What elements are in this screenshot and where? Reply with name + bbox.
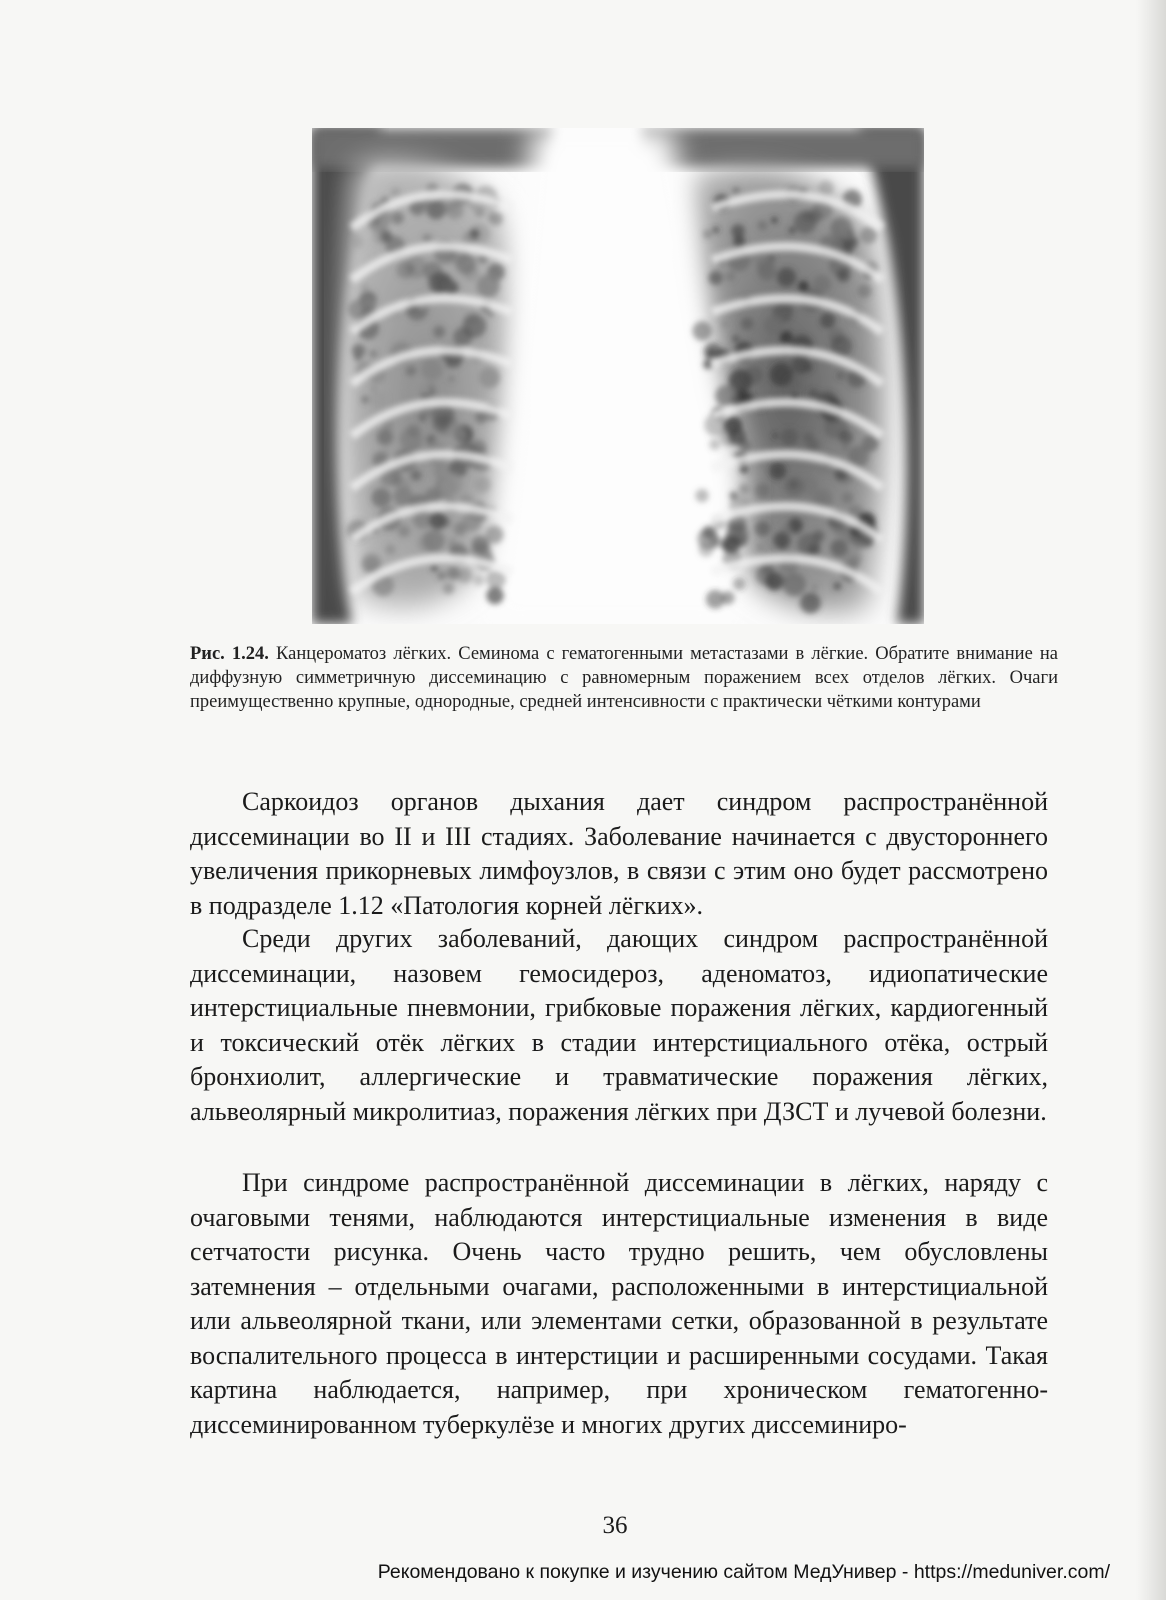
lung-nodule	[438, 414, 452, 428]
lung-nodule	[769, 462, 786, 479]
lung-nodule	[410, 442, 417, 449]
lung-nodule	[733, 187, 740, 194]
xray-figure	[312, 128, 924, 624]
lung-nodule	[390, 187, 400, 197]
lung-nodule	[385, 545, 395, 555]
lung-nodule	[391, 212, 404, 225]
lung-nodule	[437, 571, 446, 580]
lung-nodule	[692, 321, 712, 341]
lung-nodule	[443, 583, 455, 595]
lung-nodule	[486, 587, 503, 604]
lung-nodule	[458, 568, 473, 583]
page-number: 36	[602, 1512, 628, 1539]
lung-nodule	[703, 229, 712, 238]
lung-nodule	[446, 425, 466, 445]
lung-nodule	[758, 220, 768, 230]
lung-nodule	[447, 353, 461, 367]
lung-nodule	[709, 439, 720, 450]
lung-nodule	[361, 395, 369, 403]
lung-nodule	[722, 321, 728, 327]
lung-nodule	[772, 433, 778, 439]
lung-nodule	[479, 367, 500, 388]
figure-caption	[190, 642, 1058, 714]
lung-nodule	[470, 229, 480, 239]
lung-nodule	[755, 521, 770, 536]
lung-nodule	[453, 328, 472, 347]
lung-nodule	[741, 317, 754, 330]
lung-nodule	[755, 483, 770, 498]
lung-nodule	[847, 230, 854, 237]
lung-nodule	[377, 429, 393, 445]
body-paragraph: При синдроме распространённой диссеминации в лёгких, наряду с очаговыми тенями, наблюдаются интерстициальные изменения в виде сетчатости рисунка. Очень часто трудно решить, чем обусловлены затемнения – отдельными очагами, расположенными в интерстициальной или альвеолярной ткани, или элементами сетки, образованной в результате воспалительного процесса в интерстиции и расширенными сосудами. Такая картина наблюдается, например, при хроническом гематогенно-диссеминированном туберкулёзе и многих других диссеминиро-	[190, 1168, 1048, 1439]
lung-nodule	[475, 477, 491, 493]
lung-nodule	[777, 268, 796, 287]
lung-nodule	[773, 532, 790, 549]
lung-nodule	[764, 316, 784, 336]
body-paragraph: Саркоидоз органов дыхания дает синдром распространённой диссеминации во II и III стадиях. Заболевание начинается с двустороннего увеличения прикорневых лимфоузлов, в связи с этим оно будет рассмотрено в подразделе 1.12 «Патология корней лёгких».	[190, 787, 1048, 920]
lung-nodule	[448, 537, 457, 546]
chest-xray-image	[312, 128, 924, 624]
figure-caption-text: Канцероматоз лёгких. Семинома с гематогенными метастазами в лёгкие. Обратите внимание на диффузную симметричную диссеминацию с равномерным поражением всех отделов лёгких. Очаги преимущественно крупные, однородные, средней интенсивности с практически чёткими контурами	[190, 644, 1059, 712]
lung-nodule	[351, 235, 364, 248]
figure-label: Рис. 1.24.	[190, 644, 269, 664]
lung-nodule	[729, 491, 737, 499]
lung-nodule	[740, 465, 749, 474]
footer-recommendation: Рекомендовано к покупке и изучению сайтом МедУнивер - https://meduniver.com/	[377, 1561, 1110, 1583]
lung-nodule	[789, 227, 795, 233]
lung-nodule	[364, 557, 379, 572]
lung-nodule	[732, 335, 739, 342]
lung-nodule	[820, 313, 835, 328]
lung-nodule	[833, 524, 846, 537]
lung-nodule	[848, 446, 869, 467]
lung-nodule	[422, 530, 444, 552]
lung-nodule	[709, 271, 723, 285]
lung-nodule	[771, 571, 786, 586]
lung-nodule	[487, 310, 494, 317]
lung-nodule	[421, 393, 427, 399]
lung-nodule	[833, 582, 841, 590]
lung-nodule	[860, 227, 877, 244]
lung-nodule	[440, 473, 463, 496]
lung-nodule	[794, 211, 817, 234]
lung-nodule	[410, 470, 421, 481]
lung-nodule	[858, 284, 872, 298]
lung-nodule	[726, 271, 736, 281]
lung-nodule	[443, 283, 453, 293]
lung-nodule	[407, 424, 420, 437]
lung-nodule	[371, 488, 391, 508]
lung-nodule	[758, 262, 777, 281]
lung-nodule	[361, 284, 370, 293]
lung-nodule	[733, 578, 746, 591]
lung-nodule	[695, 489, 708, 502]
lung-nodule	[808, 543, 820, 555]
lung-nodule	[423, 234, 430, 241]
lung-nodule	[728, 427, 746, 445]
lung-nodule	[722, 534, 741, 553]
lung-nodule	[431, 565, 437, 571]
lung-nodule	[744, 366, 763, 385]
lung-nodule	[800, 593, 821, 614]
lung-nodule	[841, 547, 862, 568]
lung-nodule	[414, 271, 421, 278]
lung-nodule	[715, 385, 736, 406]
lung-nodule	[818, 180, 833, 195]
lung-nodule	[811, 584, 818, 591]
lung-nodule	[770, 363, 793, 386]
lung-nodule	[841, 444, 849, 452]
lung-nodule	[813, 275, 831, 293]
lung-nodule	[370, 350, 377, 357]
lung-nodule	[405, 366, 416, 377]
lung-nodule	[781, 428, 799, 446]
lung-nodule	[454, 522, 467, 535]
lung-nodule	[713, 227, 720, 234]
lung-nodule	[486, 213, 495, 222]
lung-nodule	[370, 391, 387, 408]
lung-nodule	[784, 476, 804, 496]
lung-nodule	[733, 235, 745, 247]
lung-nodule	[473, 575, 484, 586]
page-edge-shadow	[1136, 0, 1166, 1600]
lung-nodule	[409, 265, 415, 271]
lung-nodule	[429, 512, 446, 529]
lung-nodule	[371, 386, 377, 392]
lung-nodule	[352, 344, 366, 358]
lung-nodule	[738, 484, 749, 495]
lung-nodule	[836, 371, 845, 380]
lung-nodule	[710, 536, 721, 547]
lung-nodule	[421, 359, 443, 381]
body-paragraph: Среди других заболеваний, дающих синдром распространённой диссеминации, назовем гемосидероз, аденоматоз, идиопатические интерстициальные пневмонии, грибковые поражения лёгких, кардиогенный и токсический отёк лёгких в стадии интерстициального отёка, острый бронхиолит, аллергические и травматические поражения лёгких, альвеолярный микролитиаз, поражения лёгких при ДЗСТ и лучевой болезни.	[190, 924, 1048, 1126]
lung-nodule	[780, 331, 793, 344]
lung-nodule	[449, 376, 455, 382]
lung-nodule	[839, 430, 853, 444]
lung-nodule	[804, 363, 813, 372]
lung-nodule	[864, 538, 873, 547]
lung-nodule	[841, 492, 853, 504]
lung-nodule	[757, 544, 763, 550]
lung-nodule	[706, 590, 725, 609]
lung-nodule	[787, 305, 794, 312]
lung-nodule	[783, 572, 807, 596]
lung-nodule	[771, 217, 777, 223]
lung-nodule	[809, 389, 819, 399]
lung-nodule	[476, 274, 499, 297]
lung-nodule	[398, 525, 410, 537]
lung-nodule	[485, 526, 503, 544]
lung-nodule	[806, 439, 818, 451]
lung-nodule	[433, 326, 445, 338]
lung-nodule	[837, 269, 850, 282]
